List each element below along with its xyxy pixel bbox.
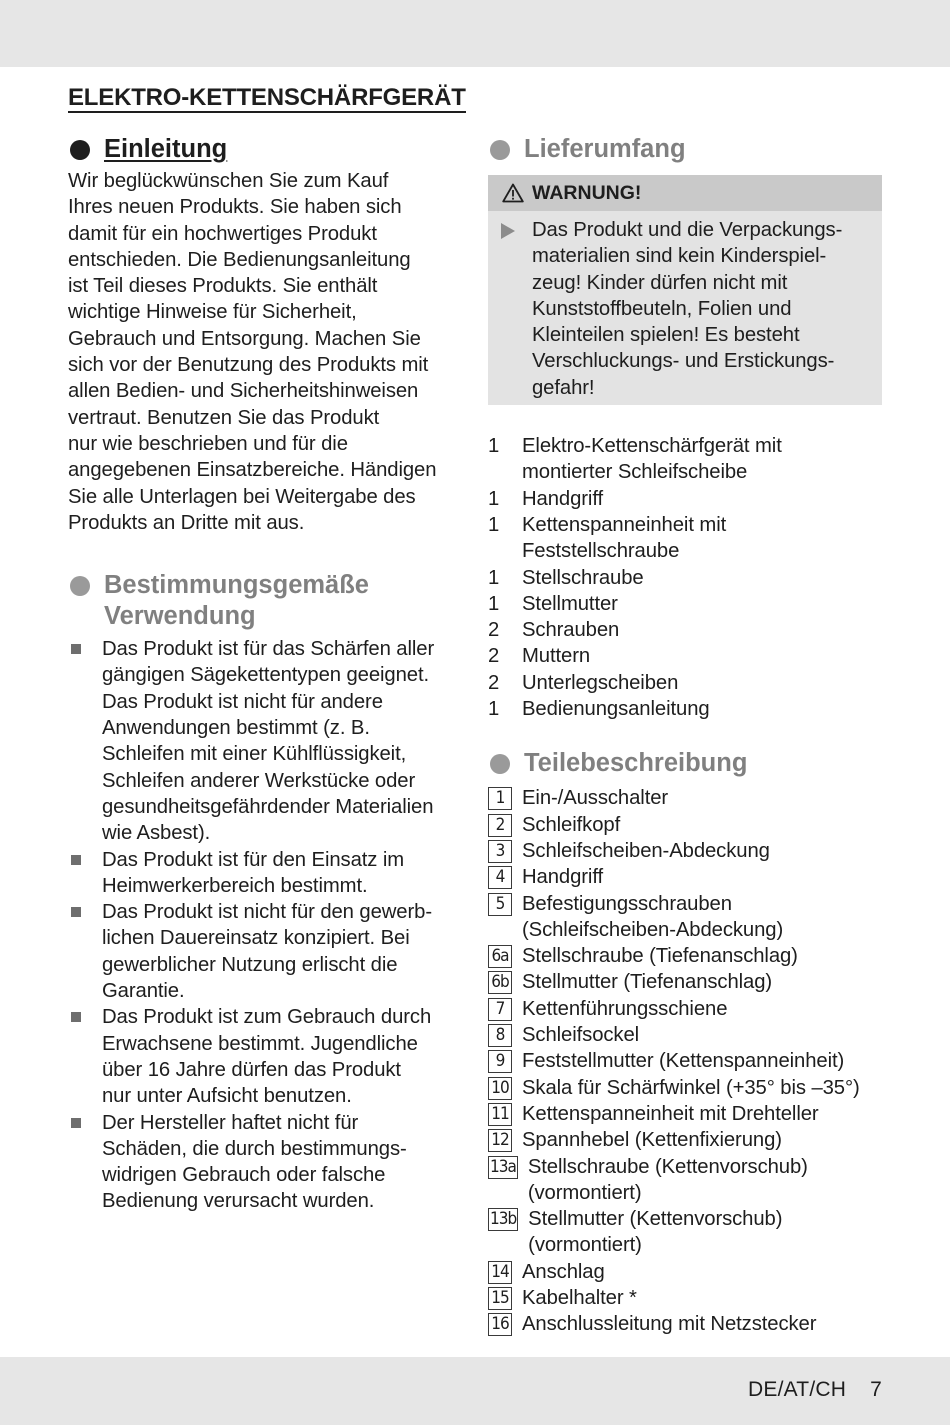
text-line: Kettenführungsschiene <box>522 997 728 1020</box>
quantity: 1 <box>488 487 500 510</box>
part-number-box: 13a <box>490 1156 516 1177</box>
text-line: Stellschraube <box>522 566 644 589</box>
bullet-item <box>68 636 464 846</box>
text-line: Befestigungsschrauben <box>522 892 732 915</box>
text-line: Kabelhalter * <box>522 1286 637 1309</box>
scope-of-delivery-list <box>488 433 882 722</box>
quantity: 1 <box>488 566 500 589</box>
part-item <box>488 996 882 1022</box>
delivery-item <box>488 486 882 512</box>
section-heading-lieferumfang: Lieferumfang <box>488 134 882 165</box>
part-number-box: 6a <box>488 945 512 968</box>
square-bullet-icon <box>68 847 102 900</box>
section-heading-bestimmungsgemaesse-verwendung <box>68 570 464 632</box>
part-item <box>488 1022 882 1048</box>
delivery-item <box>488 591 882 617</box>
bullet-dot-icon <box>490 754 510 774</box>
part-item <box>488 1127 882 1153</box>
text-line: Skala für Schärfwinkel (+35° bis –35°) <box>522 1076 860 1099</box>
arrow-right-icon <box>500 217 532 401</box>
text-line: Stellmutter <box>522 592 618 615</box>
part-number-box: 8 <box>488 1024 512 1047</box>
text-line: Bedienungsanleitung <box>522 698 710 721</box>
right-column <box>488 134 882 1338</box>
part-name <box>522 838 882 864</box>
text-line: wie Asbest). <box>102 822 211 845</box>
text-line: angegebenen Einsatzbereiche. Händigen <box>68 459 437 482</box>
delivery-item-text <box>522 696 710 722</box>
part-name <box>522 864 882 890</box>
text-line: Garantie. <box>102 980 185 1003</box>
bullet-item <box>68 847 464 900</box>
text-line: Kunststoffbeuteln, Folien und <box>532 297 792 320</box>
text-line: Produkts an Dritte mit aus. <box>68 511 305 534</box>
part-name <box>522 1022 882 1048</box>
text-line: Unterlegscheiben <box>522 671 679 694</box>
text-line: Wir beglückwünschen Sie zum Kauf <box>68 170 389 192</box>
text-line: Anschlussleitung mit Netzstecker <box>522 1313 817 1336</box>
intro-paragraph <box>68 168 464 536</box>
text-line: Das Produkt und die Verpackungs- <box>532 219 843 241</box>
heading-line: Bestimmungsgemäße <box>104 571 369 600</box>
text-line: Handgriff <box>522 866 604 889</box>
part-item <box>488 943 882 969</box>
part-number-box: 12 <box>488 1129 512 1152</box>
square-bullet-icon <box>68 899 102 1004</box>
part-item <box>488 1206 882 1259</box>
bullet-dot-icon <box>70 140 90 160</box>
text-line: Muttern <box>522 645 591 668</box>
text-line: gesundheitsgefährdender Materialien <box>102 795 434 818</box>
text-line: Elektro-Kettenschärfgerät mit <box>522 435 782 458</box>
quantity: 1 <box>488 698 500 721</box>
part-number-box: 11 <box>488 1103 512 1126</box>
bullet-item <box>68 899 464 1004</box>
part-name <box>522 785 882 811</box>
text-line: gefahr! <box>532 376 595 399</box>
delivery-item <box>488 670 882 696</box>
part-name <box>522 969 882 995</box>
page-footer <box>748 1378 882 1402</box>
text-line: Schäden, die durch bestimmungs- <box>102 1137 407 1160</box>
part-item <box>488 1259 882 1285</box>
text-line: ist Teil dieses Produkts. Sie enthält <box>68 275 378 298</box>
quantity: 1 <box>488 513 500 536</box>
text-line: gängigen Sägekettentypen geeignet. <box>102 664 430 687</box>
text-line: (vormontiert) <box>527 1181 642 1204</box>
part-name <box>522 1259 882 1285</box>
text-line: Kleinteilen spielen! Es besteht <box>532 324 800 347</box>
text-line: Das Produkt ist für das Schärfen aller <box>102 638 435 661</box>
part-number-box: 9 <box>488 1050 512 1073</box>
text-line: Schleifen anderer Werkstücke oder <box>102 769 416 792</box>
text-line: Feststellmutter (Kettenspanneinheit) <box>522 1050 845 1073</box>
part-name <box>522 1101 882 1127</box>
part-item <box>488 1285 882 1311</box>
text-line: Sie alle Unterlagen bei Weitergabe des <box>68 485 416 508</box>
text-line: Gebrauch und Entsorgung. Machen Sie <box>68 327 421 350</box>
delivery-item <box>488 643 882 669</box>
part-name <box>522 1285 882 1311</box>
text-line: Anwendungen bestimmt (z. B. <box>102 717 370 740</box>
square-bullet-icon <box>68 1110 102 1215</box>
text-line: Ihres neuen Produkts. Sie haben sich <box>68 196 402 219</box>
text-line: Erwachsene bestimmt. Jugendliche <box>102 1032 418 1055</box>
delivery-item <box>488 617 882 643</box>
part-name <box>528 1206 882 1259</box>
heading-line: Verwendung <box>104 602 256 631</box>
warning-triangle-icon <box>502 183 524 203</box>
text-line: Schleifkopf <box>522 813 621 836</box>
warning-header <box>488 175 882 211</box>
text-line: Heimwerkerbereich bestimmt. <box>102 874 368 897</box>
delivery-item-text <box>522 617 619 643</box>
bullet-text <box>102 636 434 846</box>
part-name <box>522 1127 882 1153</box>
text-line: Schleifscheiben-Abdeckung <box>522 839 770 862</box>
part-item <box>488 864 882 890</box>
delivery-item-text <box>522 670 678 696</box>
text-line: Bedienung verursacht wurden. <box>102 1190 375 1213</box>
page-number: 7 <box>870 1378 882 1401</box>
text-line: Handgriff <box>522 487 604 510</box>
part-item <box>488 1154 882 1207</box>
quantity: 2 <box>488 619 500 642</box>
part-name <box>528 1154 882 1207</box>
delivery-item-text <box>522 512 726 565</box>
text-line: Stellmutter (Tiefenanschlag) <box>522 971 773 994</box>
footer-region: DE/AT/CH <box>748 1378 847 1401</box>
text-line: Feststellschraube <box>522 540 680 563</box>
part-item <box>488 838 882 864</box>
text-line: Schrauben <box>522 619 620 642</box>
text-line: materialien sind kein Kinderspiel- <box>532 245 827 268</box>
text-line: zeug! Kinder dürfen nicht mit <box>532 271 788 294</box>
part-item <box>488 969 882 995</box>
quantity: 2 <box>488 645 500 668</box>
text-line: Das Produkt ist nicht für andere <box>102 690 383 713</box>
text-line: Das Produkt ist zum Gebrauch durch <box>102 1006 432 1029</box>
part-item <box>488 785 882 811</box>
part-number-box: 14 <box>488 1261 512 1284</box>
bullet-text <box>102 847 404 900</box>
text-line: Das Produkt ist nicht für den gewerb- <box>102 901 432 924</box>
part-number-box: 2 <box>488 814 512 837</box>
warning-text <box>532 217 842 401</box>
text-line: Verschluckungs- und Erstickungs- <box>532 350 835 373</box>
warning-box <box>488 175 882 405</box>
part-item <box>488 812 882 838</box>
text-line: entschieden. Die Bedienungsanleitung <box>68 248 411 271</box>
part-item <box>488 1101 882 1127</box>
bullet-dot-icon <box>70 576 90 596</box>
part-name <box>522 996 882 1022</box>
delivery-item <box>488 565 882 591</box>
part-name <box>522 1075 882 1101</box>
part-name <box>522 1311 882 1337</box>
text-line: widrigen Gebrauch oder falsche <box>102 1164 386 1187</box>
section-heading-teilebeschreibung: Teilebeschreibung <box>488 748 882 779</box>
text-line: Schleifsockel <box>522 1024 640 1047</box>
header-band <box>0 0 950 67</box>
text-line: (vormontiert) <box>528 1234 642 1257</box>
part-number-box: 7 <box>488 998 512 1021</box>
text-line: wichtige Hinweise für Sicherheit, <box>68 301 357 324</box>
part-item <box>488 1311 882 1337</box>
quantity: 2 <box>488 671 500 694</box>
warning-body <box>488 211 882 405</box>
part-number-box: 6b <box>488 971 512 994</box>
text-line: Schleifen mit einer Kühlflüssigkeit, <box>102 743 407 766</box>
square-bullet-icon <box>68 1004 102 1109</box>
text-line: Kettenspanneinheit mit <box>522 513 727 536</box>
square-bullet-icon <box>68 636 102 846</box>
text-line: sich vor der Benutzung des Produkts mit <box>68 354 429 377</box>
part-name <box>522 1048 882 1074</box>
text-line: Stellschraube (Tiefenanschlag) <box>522 945 798 968</box>
text-line: (Schleifscheiben-Abdeckung) <box>522 918 784 941</box>
part-name <box>522 943 882 969</box>
quantity: 1 <box>488 592 500 615</box>
bullet-text <box>102 899 432 1004</box>
text-line: Stellmutter (Kettenvorschub) <box>528 1208 783 1231</box>
text-line: nur wie beschrieben und für die <box>68 432 348 455</box>
part-number-box: 1 <box>488 787 512 810</box>
delivery-item <box>488 512 882 565</box>
part-name <box>522 891 882 944</box>
text-line: Stellschraube (Kettenvorschub) <box>527 1155 808 1178</box>
part-item <box>488 1048 882 1074</box>
left-column <box>68 134 464 1215</box>
document-title: ELEKTRO-KETTENSCHÄRFGERÄT <box>68 84 466 111</box>
bullet-item <box>68 1110 464 1215</box>
warning-label: WARNUNG! <box>532 181 642 204</box>
text-line: gewerblicher Nutzung erlischt die <box>102 953 398 976</box>
quantity: 1 <box>488 435 500 458</box>
text-line: Anschlag <box>522 1260 605 1283</box>
text-line: allen Bedien- und Sicherheitshinweisen <box>68 380 419 403</box>
section-heading-einleitung: Einleitung <box>68 134 464 165</box>
part-item <box>488 1075 882 1101</box>
text-line: vertraut. Benutzen Sie das Produkt <box>68 406 380 429</box>
part-number-box: 3 <box>488 840 512 863</box>
bullet-text <box>102 1004 431 1109</box>
text-line: damit für ein hochwertiges Produkt <box>68 222 377 245</box>
text-line: nur unter Aufsicht benutzen. <box>102 1085 352 1108</box>
delivery-item-text <box>522 433 782 486</box>
text-line: über 16 Jahre dürfen das Produkt <box>102 1058 401 1081</box>
part-number-box: 15 <box>488 1287 512 1310</box>
text-line: Der Hersteller haftet nicht für <box>102 1111 359 1134</box>
delivery-item-text <box>522 643 590 669</box>
bullet-item <box>68 1004 464 1109</box>
delivery-item <box>488 696 882 722</box>
parts-description-list <box>488 785 882 1337</box>
intended-use-list <box>68 636 464 1215</box>
part-name <box>522 812 882 838</box>
text-line: Spannhebel (Kettenfixierung) <box>522 1129 782 1152</box>
text-line: Kettenspanneinheit mit Drehteller <box>522 1102 819 1125</box>
part-number-box: 13b <box>490 1209 517 1230</box>
text-line: montierter Schleifscheibe <box>522 461 748 484</box>
delivery-item-text <box>522 565 644 591</box>
part-item <box>488 891 882 944</box>
bullet-text <box>102 1110 407 1215</box>
part-number-box: 5 <box>488 893 512 916</box>
part-number-box: 16 <box>488 1313 512 1336</box>
delivery-item <box>488 433 882 486</box>
part-number-box: 4 <box>488 866 512 889</box>
bullet-dot-icon <box>490 140 510 160</box>
text-line: Ein-/Ausschalter <box>522 787 669 810</box>
text-line: Das Produkt ist für den Einsatz im <box>102 848 405 871</box>
text-line: lichen Dauereinsatz konzipiert. Bei <box>102 927 410 950</box>
delivery-item-text <box>522 591 618 617</box>
delivery-item-text <box>522 486 603 512</box>
part-number-box: 10 <box>488 1077 512 1100</box>
